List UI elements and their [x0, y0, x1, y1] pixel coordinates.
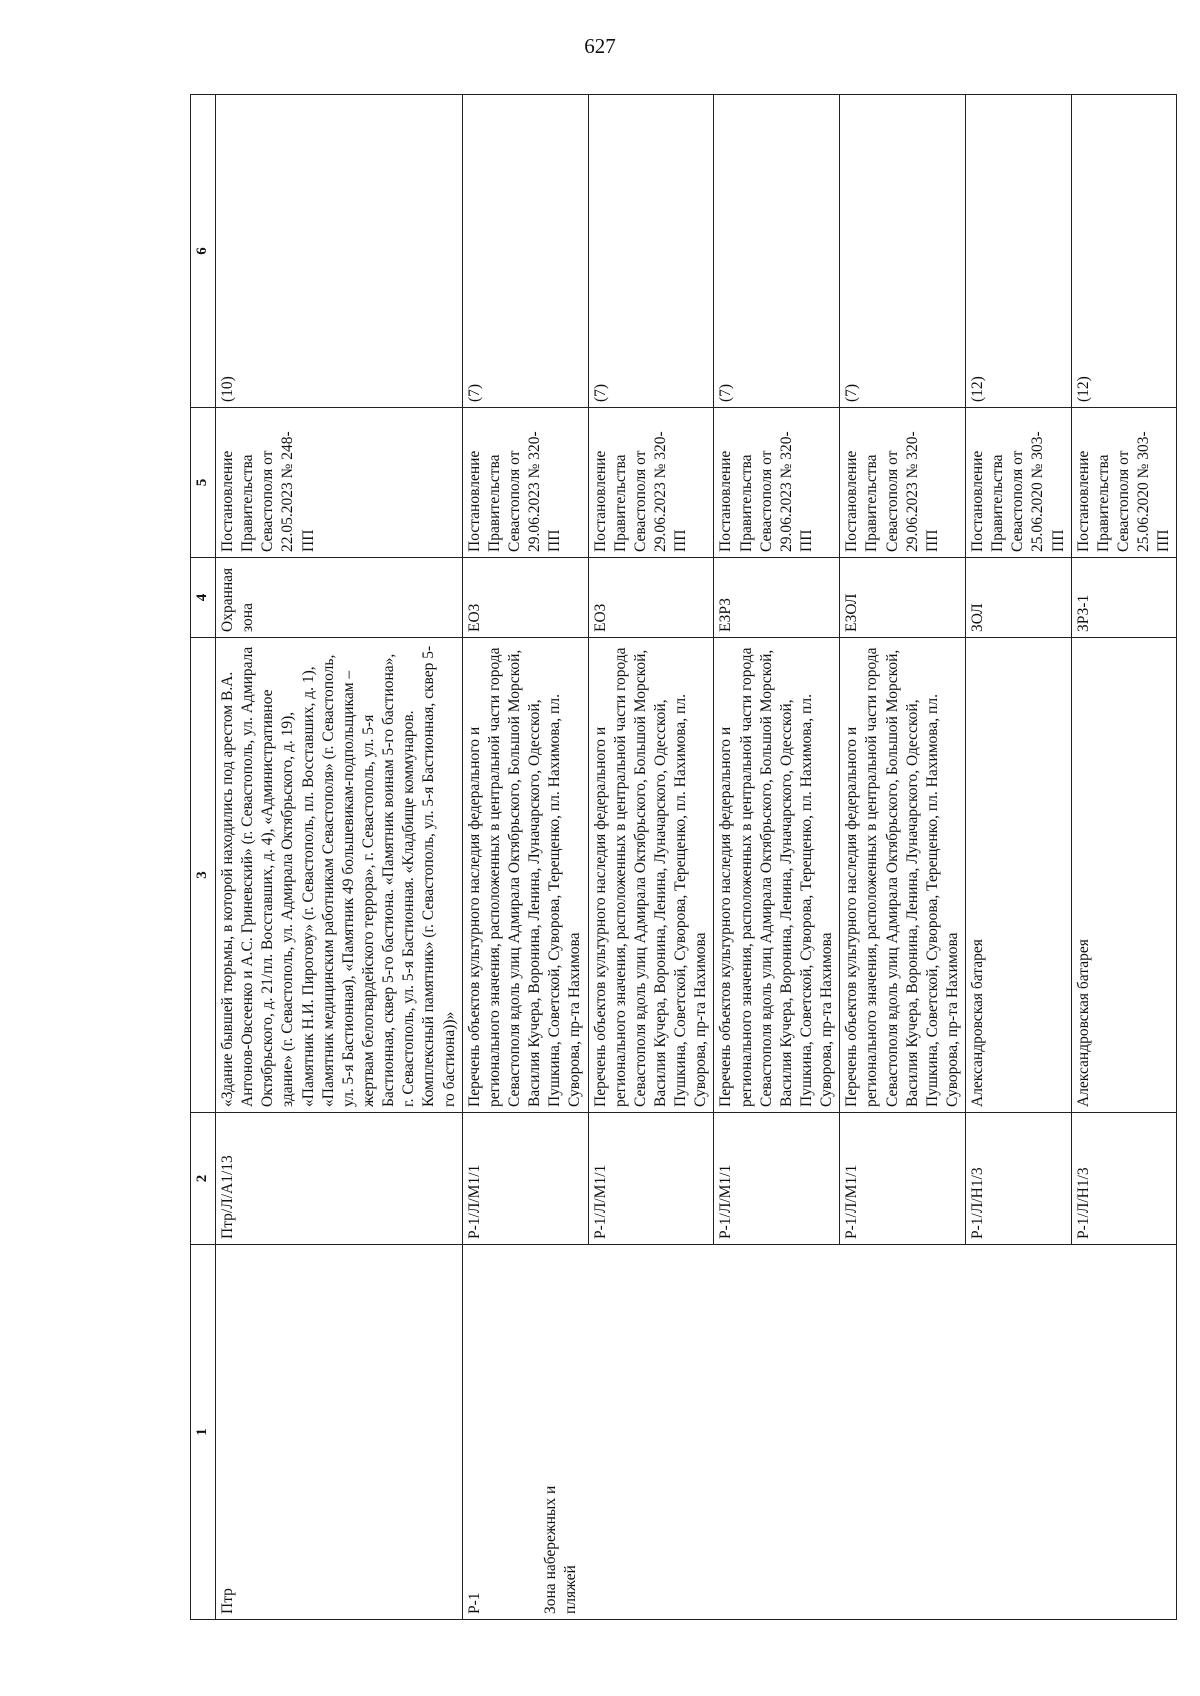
object-code: Р-1/Л/М1/1 — [840, 1113, 966, 1245]
object-code: Р-1/Л/М1/1 — [462, 1113, 588, 1245]
object-description: Перечень объектов культурного наследия федерального и регионального значения, расположенных в центральной части города Севастополя вдоль улиц Адмирала Октябрьского, Большой Морской, Василия Кучера, Воронина, Ленина, Луначарского, Одесской, Пушкина, Советской, Суворова, Терещенко, пл. Нахимова, пл. Суворова, пр-та Нахимова — [462, 638, 588, 1113]
zone-type: ЗРЗ-1 — [1071, 558, 1177, 638]
regulation-reference: Постановление Правительства Севастополя от 29.06.2023 № 320-ПП — [588, 408, 714, 558]
object-description: Александровская батарея — [966, 638, 1072, 1113]
zones-table — [190, 94, 1177, 1620]
note-reference: (12) — [1071, 95, 1177, 408]
regulation-reference: Постановление Правительства Севастополя от 25.06.2020 № 303-ПП — [1071, 408, 1177, 558]
rotated-table-container — [190, 95, 1173, 1620]
column-header-1: 1 — [191, 1245, 216, 1620]
column-header-2: 2 — [191, 1113, 216, 1245]
zone-type: ЕОЗ — [588, 558, 714, 638]
table-row — [462, 95, 588, 1620]
object-description: «Здание бывшей тюрьмы, в которой находились под арестом В.А. Антонов-Овсеенко и А.С. Гриневский» (г. Севастополь, ул. Адмирала Октябрьского, д. 21/пл. Восставших, д. 4), «Административное здание» (г. Севастополь, ул. Адмирала Октябрьского, д. 19), «Памятник Н.И. Пирогову» (г. Севастополь, пл. Восставших, д. 1), «Памятник медицинским работникам Севастополя» (г. Севастополь, ул. 5-я Бастионная), «Памятник 49 большевикам-подпольщикам – жертвам белогвардейского террора», г. Севастополь, ул. 5-я Бастионная, сквер 5-го бастиона. «Памятник воинам 5-го бастиона», г. Севастополь, ул. 5-я Бастионная. «Кладбище коммунаров. Комплексный памятник» (г. Севастополь, ул. 5-я Бастионная, сквер 5-го бастиона))» — [216, 638, 463, 1113]
zone-type: ЕЗРЗ — [714, 558, 840, 638]
object-code: Р-1/Л/М1/1 — [714, 1113, 840, 1245]
zone-type: ЗОЛ — [966, 558, 1072, 638]
zone-code: Р-1 — [465, 1592, 483, 1614]
note-reference: (10) — [216, 95, 463, 408]
object-code: Птр/Л/А1/13 — [216, 1113, 463, 1245]
regulation-reference: Постановление Правительства Севастополя от 29.06.2023 № 320-ПП — [840, 408, 966, 558]
column-header-6: 6 — [191, 95, 216, 408]
regulation-reference: Постановление Правительства Севастополя от 29.06.2023 № 320-ПП — [462, 408, 588, 558]
zone-type: Охранная зона — [216, 558, 463, 638]
note-reference: (7) — [462, 95, 588, 408]
object-description: Перечень объектов культурного наследия федерального и регионального значения, расположенных в центральной части города Севастополя вдоль улиц Адмирала Октябрьского, Большой Морской, Василия Кучера, Воронина, Ленина, Луначарского, Одесской, Пушкина, Советской, Суворова, Терещенко, пл. Нахимова, пл. Суворова, пр-та Нахимова — [714, 638, 840, 1113]
note-reference: (12) — [966, 95, 1072, 408]
column-header-3: 3 — [191, 638, 216, 1113]
header-row — [191, 95, 216, 1620]
zone-type: ЕОЗ — [462, 558, 588, 638]
object-description: Перечень объектов культурного наследия федерального и регионального значения, расположенных в центральной части города Севастополя вдоль улиц Адмирала Октябрьского, Большой Морской, Василия Кучера, Воронина, Ленина, Луначарского, Одесской, Пушкина, Советской, Суворова, Терещенко, пл. Нахимова, пл. Суворова, пр-та Нахимова — [840, 638, 966, 1113]
regulation-reference: Постановление Правительства Севастополя от 29.06.2023 № 320-ПП — [714, 408, 840, 558]
column-header-4: 4 — [191, 558, 216, 638]
zone-cell — [462, 1245, 1177, 1620]
object-code: Р-1/Л/М1/1 — [588, 1113, 714, 1245]
note-reference: (7) — [714, 95, 840, 408]
object-code: Р-1/Л/Н1/3 — [1071, 1113, 1177, 1245]
object-description: Александровская батарея — [1071, 638, 1177, 1113]
regulation-reference: Постановление Правительства Севастополя от 25.06.2020 № 303-ПП — [966, 408, 1072, 558]
note-reference: (7) — [840, 95, 966, 408]
column-header-5: 5 — [191, 408, 216, 558]
object-code: Р-1/Л/Н1/3 — [966, 1113, 1072, 1245]
zone-type: ЕЗОЛ — [840, 558, 966, 638]
object-description: Перечень объектов культурного наследия федерального и регионального значения, расположенных в центральной части города Севастополя вдоль улиц Адмирала Октябрьского, Большой Морской, Василия Кучера, Воронина, Ленина, Луначарского, Одесской, Пушкина, Советской, Суворова, Терещенко, пл. Нахимова, пл. Суворова, пр-та Нахимова — [588, 638, 714, 1113]
document-table-area — [190, 95, 1173, 1620]
zone-name: Зона набережных и пляжей — [541, 1485, 579, 1614]
page-number: 627 — [584, 34, 616, 58]
zone-cell — [216, 1245, 463, 1620]
note-reference: (7) — [588, 95, 714, 408]
regulation-reference: Постановление Правительства Севастополя от 22.05.2023 № 248-ПП — [216, 408, 463, 558]
table-row — [216, 95, 463, 1620]
zone-code: Птр — [219, 1588, 236, 1614]
